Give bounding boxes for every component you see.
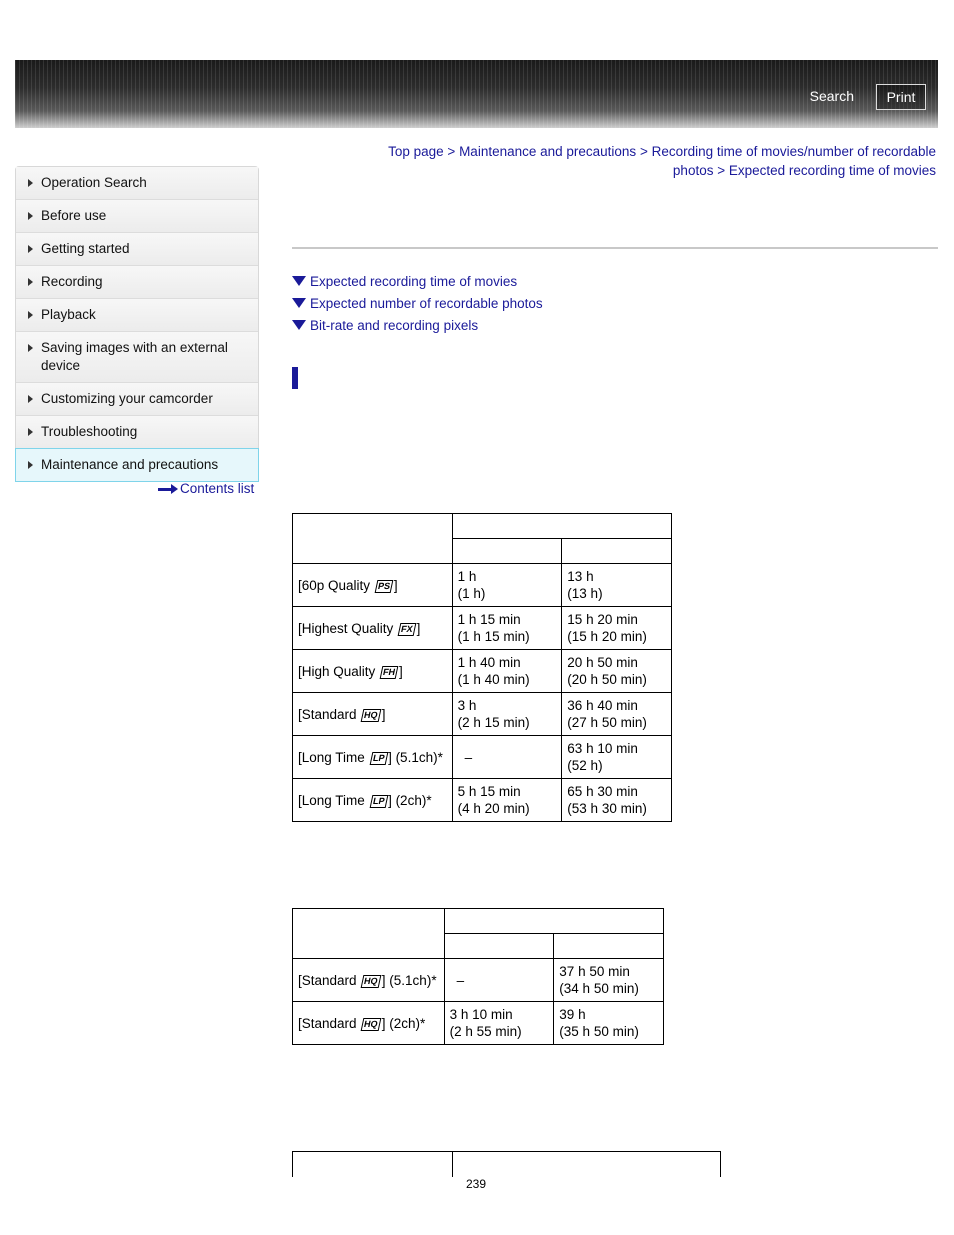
print-button[interactable]: Print bbox=[876, 84, 926, 110]
sidebar-item-getting-started[interactable] bbox=[16, 233, 258, 266]
chevron-right-icon bbox=[28, 278, 33, 286]
table-row bbox=[293, 693, 672, 736]
time-cell: 1 h 40 min (1 h 40 min) bbox=[452, 650, 562, 693]
search-link[interactable]: Search bbox=[809, 88, 854, 104]
table-header-cell bbox=[554, 934, 664, 959]
anchor-label: Expected recording time of movies bbox=[310, 273, 518, 289]
time-cell: 1 h 15 min (1 h 15 min) bbox=[452, 607, 562, 650]
table-row bbox=[293, 564, 672, 607]
mode-cell: [Long Time LP ] (2ch)* bbox=[293, 779, 453, 822]
table-header-cell bbox=[293, 909, 445, 959]
table-row bbox=[293, 1002, 664, 1045]
anchor-label: Expected number of recordable photos bbox=[310, 295, 543, 311]
sidebar-item-label: Saving images with an external device bbox=[41, 340, 228, 373]
sidebar-item-label: Customizing your camcorder bbox=[41, 391, 213, 406]
lp-mode-icon: LP bbox=[369, 752, 387, 765]
table-header-cell bbox=[452, 514, 671, 539]
sidebar-item-maintenance[interactable] bbox=[15, 448, 259, 482]
mode-cell: [Standard HQ ] bbox=[293, 693, 453, 736]
mode-cell: [Highest Quality FX ] bbox=[293, 607, 453, 650]
breadcrumb-top-page[interactable]: Top page bbox=[388, 144, 444, 159]
fx-mode-icon: FX bbox=[398, 623, 416, 636]
breadcrumb bbox=[360, 142, 936, 180]
sidebar-item-label: Operation Search bbox=[41, 175, 147, 190]
table-row bbox=[293, 650, 672, 693]
sidebar-item-customizing[interactable] bbox=[16, 383, 258, 416]
time-cell: 65 h 30 min (53 h 30 min) bbox=[562, 779, 672, 822]
hq-mode-icon: HQ bbox=[361, 975, 381, 988]
time-cell: 3 h 10 min (2 h 55 min) bbox=[444, 1002, 554, 1045]
breadcrumb-separator: > bbox=[717, 163, 726, 178]
contents-list-label: Contents list bbox=[180, 481, 255, 496]
table-header-cell bbox=[293, 514, 453, 564]
sidebar-item-playback[interactable] bbox=[16, 299, 258, 332]
hq-mode-icon: HQ bbox=[361, 709, 381, 722]
lp-mode-icon: LP bbox=[369, 795, 387, 808]
recording-time-table-1 bbox=[292, 513, 672, 822]
mode-cell: [High Quality FH ] bbox=[293, 650, 453, 693]
breadcrumb-separator: > bbox=[447, 144, 456, 159]
fh-mode-icon: FH bbox=[380, 666, 399, 679]
mode-cell: [Standard HQ ] (5.1ch)* bbox=[293, 959, 445, 1002]
sidebar-item-label: Recording bbox=[41, 274, 103, 289]
anchor-label: Bit-rate and recording pixels bbox=[310, 317, 479, 333]
time-cell: 37 h 50 min (34 h 50 min) bbox=[554, 959, 664, 1002]
page-number: 239 bbox=[466, 1177, 487, 1191]
table-row bbox=[293, 959, 664, 1002]
time-cell: 5 h 15 min (4 h 20 min) bbox=[452, 779, 562, 822]
sidebar-item-label: Maintenance and precautions bbox=[41, 457, 219, 472]
breadcrumb-current[interactable]: Expected recording time of movies bbox=[728, 163, 936, 178]
ps-mode-icon: PS bbox=[374, 580, 393, 593]
time-cell: 36 h 40 min (27 h 50 min) bbox=[562, 693, 672, 736]
sidebar-item-recording[interactable] bbox=[16, 266, 258, 299]
time-cell: 63 h 10 min (52 h) bbox=[562, 736, 672, 779]
time-cell: – bbox=[444, 959, 554, 1002]
chevron-right-icon bbox=[28, 311, 33, 319]
mode-cell: [Standard HQ ] (2ch)* bbox=[293, 1002, 445, 1045]
mode-cell: [Long Time LP ] (5.1ch)* bbox=[293, 736, 453, 779]
chevron-right-icon bbox=[28, 428, 33, 436]
table-row bbox=[293, 607, 672, 650]
time-cell: 39 h (35 h 50 min) bbox=[554, 1002, 664, 1045]
table-header-cell bbox=[562, 539, 672, 564]
anchor-links bbox=[292, 270, 543, 336]
chevron-right-icon bbox=[28, 212, 33, 220]
page-header bbox=[15, 60, 938, 128]
chevron-right-icon bbox=[28, 395, 33, 403]
triangle-down-icon bbox=[292, 298, 306, 308]
sidebar-item-label: Before use bbox=[41, 208, 107, 223]
chevron-right-icon bbox=[28, 461, 33, 469]
anchor-photos[interactable] bbox=[292, 292, 543, 314]
table-header-cell bbox=[444, 909, 663, 934]
breadcrumb-maintenance[interactable]: Maintenance and precautions bbox=[459, 144, 637, 159]
time-cell: 13 h (13 h) bbox=[562, 564, 672, 607]
sidebar-item-label: Getting started bbox=[41, 241, 130, 256]
sidebar-item-label: Playback bbox=[41, 307, 96, 322]
sidebar-item-before-use[interactable] bbox=[16, 200, 258, 233]
chevron-right-icon bbox=[28, 179, 33, 187]
time-cell: 3 h (2 h 15 min) bbox=[452, 693, 562, 736]
chevron-right-icon bbox=[28, 245, 33, 253]
mode-cell: [60p Quality PS ] bbox=[293, 564, 453, 607]
table-header-cell bbox=[452, 539, 562, 564]
sidebar-item-operation-search[interactable] bbox=[16, 167, 258, 200]
arrow-right-icon bbox=[158, 484, 178, 494]
table-header-cell bbox=[444, 934, 554, 959]
time-cell: 20 h 50 min (20 h 50 min) bbox=[562, 650, 672, 693]
sidebar-item-label: Troubleshooting bbox=[41, 424, 138, 439]
anchor-movies[interactable] bbox=[292, 270, 543, 292]
triangle-down-icon bbox=[292, 276, 306, 286]
sidebar-item-saving-images[interactable] bbox=[16, 332, 258, 383]
table-row bbox=[293, 779, 672, 822]
anchor-bitrate[interactable] bbox=[292, 314, 543, 336]
time-cell: 1 h (1 h) bbox=[452, 564, 562, 607]
sidebar-nav bbox=[15, 166, 259, 482]
time-cell: – bbox=[452, 736, 562, 779]
chevron-right-icon bbox=[28, 344, 33, 352]
contents-list-link[interactable] bbox=[158, 481, 254, 496]
breadcrumb-recording-time[interactable]: Recording time of movies/number of recordable photos bbox=[651, 144, 936, 178]
section-heading-marker bbox=[292, 367, 298, 389]
hq-mode-icon: HQ bbox=[361, 1018, 381, 1031]
time-cell: 15 h 20 min (15 h 20 min) bbox=[562, 607, 672, 650]
recording-time-table-2 bbox=[292, 908, 664, 1045]
sidebar-item-troubleshooting[interactable] bbox=[16, 416, 258, 449]
table-row bbox=[293, 736, 672, 779]
breadcrumb-separator: > bbox=[639, 144, 648, 159]
triangle-down-icon bbox=[292, 320, 306, 330]
title-divider bbox=[292, 247, 938, 249]
